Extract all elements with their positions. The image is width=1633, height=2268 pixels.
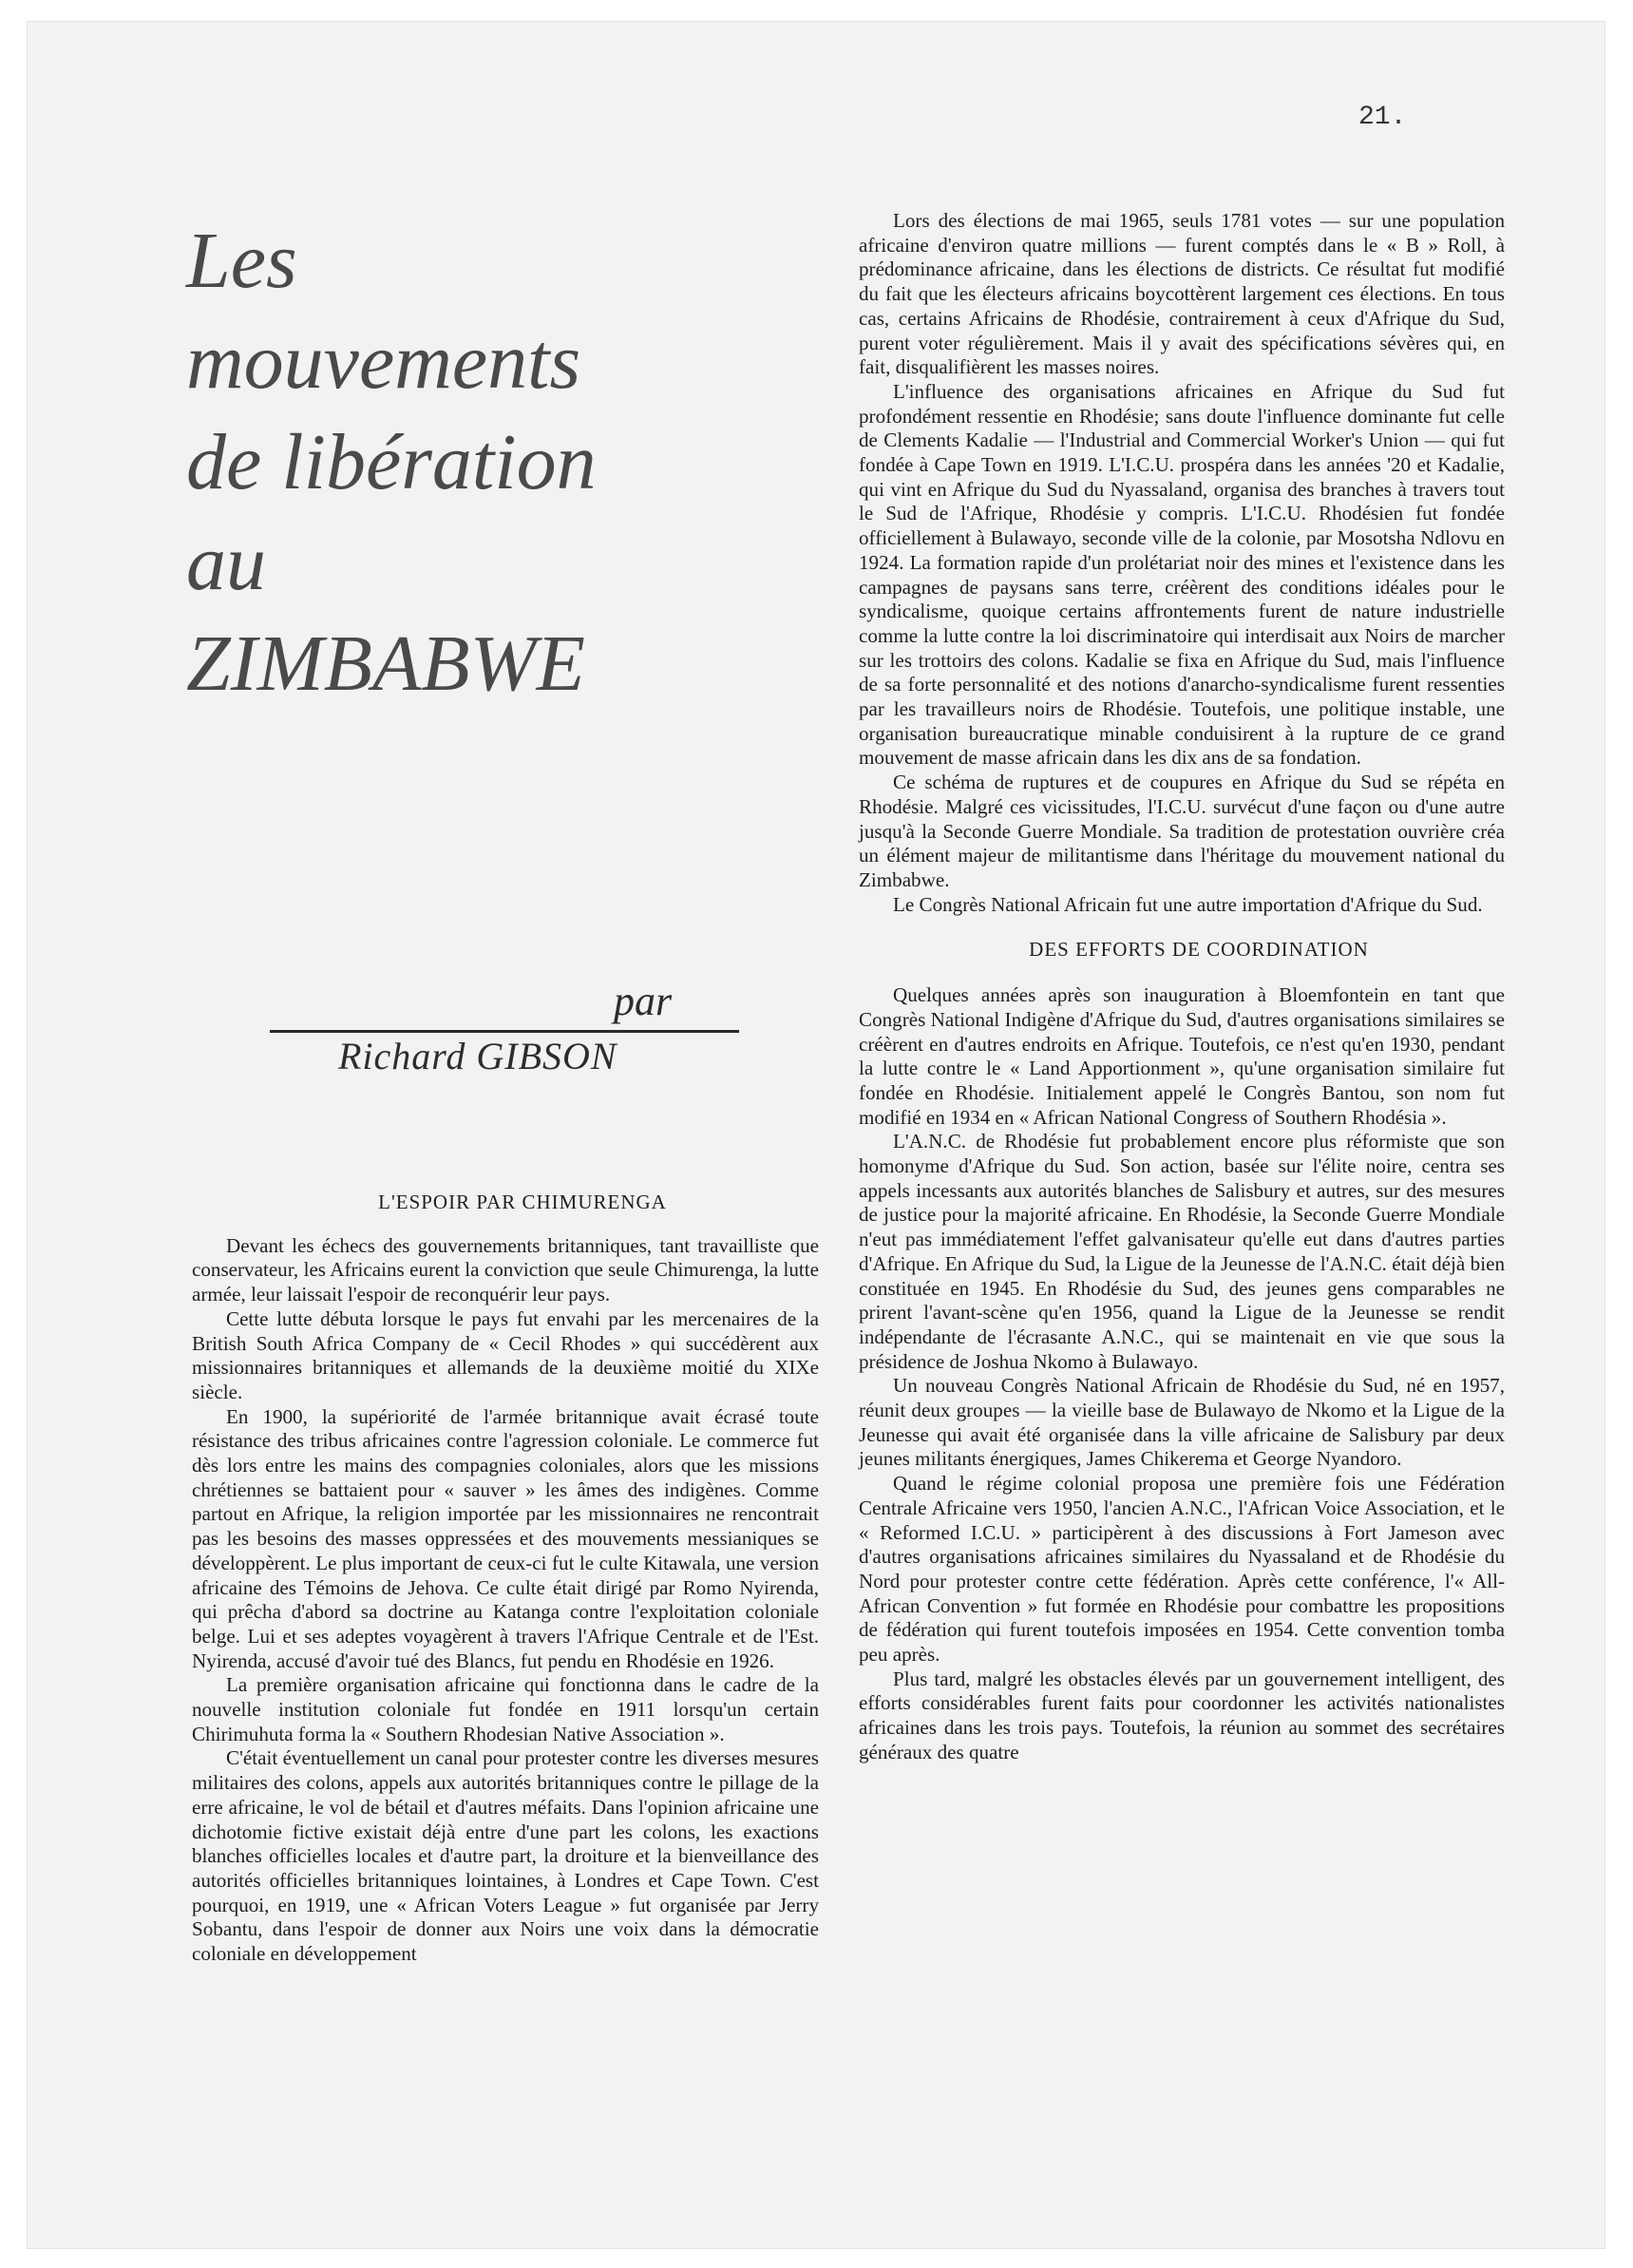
paragraph: Un nouveau Congrès National Africain de Rhodésie du Sud, né en 1957, réunit deux groupes — la vieille base de Bulawayo de Nkomo et la Ligue de la Jeunesse qui avait été organisée dans la ville africaine de Salisbury par deux jeunes militants énergiques, James Chikerema et George Nyandoro.: [859, 1374, 1505, 1471]
paragraph: Plus tard, malgré les obstacles élevés par un gouvernement intelligent, des efforts considérables furent faits pour coordonner les activités nationalistes africaines dans les trois pays. Toutefois, la réunion au sommet des secrétaires généraux des quatre: [859, 1667, 1505, 1763]
title-line: de libération: [186, 418, 597, 506]
paragraph: L'A.N.C. de Rhodésie fut probablement encore plus réformiste que son homonyme d'Afrique du Sud. Son action, basée sur l'élite noire, centra ses appels incessants aux autorités blanches de Salisbury et autres, sur des mesures de justice pour la majorité africaine. En Rhodésie, la Seconde Guerre Mondiale n'eut pas immédiatement l'effet galvanisateur qu'elle eut dans d'autres parties d'Afrique. En Afrique du Sud, la Ligue de la Jeunesse de l'A.N.C. était déjà bien constituée en 1945. En Rhodésie du Sud, des jeunes gens comparables ne prirent l'avant-scène qu'en 1956, quand la Ligue de la Jeunesse se rendit indépendante de l'écrasante A.N.C., qui se maintenait en vie que sous la présidence de Joshua Nkomo à Bulawayo.: [859, 1130, 1505, 1373]
title-line: ZIMBABWE: [186, 619, 585, 708]
section-heading-coordination: DES EFFORTS DE COORDINATION: [1029, 938, 1369, 962]
section-heading-chimurenga: L'ESPOIR PAR CHIMURENGA: [378, 1191, 667, 1213]
title-line: au: [186, 519, 266, 607]
paragraph: Devant les échecs des gouvernements britanniques, tant travailliste que conservateur, les Africains eurent la conviction que seule Chimurenga, la lutte armée, leur laissait l'espoir de reconquérir leur pays.: [192, 1233, 819, 1306]
title-line: mouvements: [186, 317, 581, 406]
page-number: 21.: [1358, 103, 1407, 132]
article-title: [186, 211, 775, 715]
paragraph: La première organisation africaine qui fonctionna dans le cadre de la nouvelle institution coloniale fut fondée en 1911 lorsqu'un certain Chirimuhuta forma la « Southern Rhodesian Native Association ».: [192, 1673, 819, 1745]
title-line: Les: [186, 217, 297, 305]
paragraph: En 1900, la supériorité de l'armée britannique avait écrasé toute résistance des tribus africaines contre l'agression coloniale. Le commerce fut dès lors entre les mains des compagnies coloniales, alors que les missions chrétiennes se battaient pour « sauver » les âmes des indigènes. Comme partout en Afrique, la religion importée par les missionnaires ne rencontrait pas les besoins des masses oppressées et des mouvements messianiques se développèrent. Le plus important de ceux-ci fut le culte Kitawala, une version africaine des Témoins de Jehova. Ce culte était dirigé par Romo Nyirenda, qui prêcha d'abord sa doctrine au Katanga contre l'exploitation coloniale belge. Lui et ses adeptes voyagèrent à travers l'Afrique Centrale et de l'Est. Nyirenda, accusé d'avoir tué des Blancs, fut pendu en Rhodésie en 1926.: [192, 1404, 819, 1672]
paragraph: L'influence des organisations africaines en Afrique du Sud fut profondément ressentie en Rhodésie; sans doute l'influence dominante fut celle de Clements Kadalie — l'Industrial and Commercial Worker's Union — qui fut fondée à Cape Town en 1919. L'I.C.U. prospéra dans les années '20 et Kadalie, qui vint en Afrique du Sud du Nyassaland, organisa des branches à travers tout le Sud de l'Afrique, Rhodésie y compris. L'I.C.U. Rhodésien fut fondée officiellement à Bulawayo, seconde ville de la colonie, par Mosotsha Ndlovu en 1924. La formation rapide d'un prolétariat noir des mines et l'existence dans les campagnes de paysans sans terre, créèrent des conditions idéales pour le syndicalisme, quoique certains affrontements furent de nature industrielle comme la lutte contre la loi discriminatoire qui interdisait aux Noirs de marcher sur les trottoirs des colons. Kadalie se fixa en Afrique du Sud, mais l'influence de sa forte personnalité et des notions d'anarcho-syndicalisme furent ressenties par les travailleurs noirs de Rhodésie. Toutefois, une politique instable, une organisation bureaucratique minable conduisirent à la rupture de ce grand mouvement de masse africain dans les dix ans de sa fondation.: [859, 379, 1505, 770]
paragraph: C'était éventuellement un canal pour protester contre les diverses mesures militaires des colons, appels aux autorités britanniques contre le pillage de la erre africaine, le vol de bétail et d'autres méfaits. Dans l'opinion africaine une dichotomie fictive existait déjà entre d'une part les colons, les exactions blanches officielles locales et d'autre part, la droiture et la bienveillance des autorités officielles britanniques lointaines, à Londres et Cape Town. C'est pourquoi, en 1919, une « African Voters League » fut organisée par Jerry Sobantu, dans l'espoir de donner aux Noirs une voix dans la démocratie coloniale en développement: [192, 1746, 819, 1966]
paragraph: Quand le régime colonial proposa une première fois une Fédération Centrale Africaine vers 1950, l'ancien A.N.C., l'African Voice Association, et le « Reformed I.C.U. » participèrent à des discussions à Fort Jameson avec d'autres organisations africaines similaires du Nyassaland et de Rhodésie du Nord pour protester contre cette fédération. Après cette conférence, l'« All-African Convention » fut formée en Rhodésie pour combattre les propositions de fédération qui furent toutefois imposées en 1954. Cette convention tomba peu après.: [859, 1472, 1505, 1667]
paragraph: Le Congrès National Africain fut une autre importation d'Afrique du Sud.: [893, 892, 1483, 916]
paragraph: Lors des élections de mai 1965, seuls 1781 votes — sur une population africaine d'environ quatre millions — furent comptés dans le « B » Roll, à prédominance africaine, dans les élections de districts. Ce résultat fut modifié du fait que les électeurs africains boycottèrent largement ces élections. En tous cas, certains Africains de Rhodésie, contrairement à ceux d'Afrique du Sud, purent voter régulièrement. Mais il y avait des spécifications sévères qui, en fait, disqualifièrent les masses noires.: [859, 209, 1505, 379]
byline-divider: [270, 1030, 739, 1033]
right-column: [859, 209, 1505, 1765]
paragraph: Quelques années après son inauguration à Bloemfontein en tant que Congrès National Indigène d'Afrique du Sud, d'autres organisations similaires se créèrent en d'autres endroits en Afrique. Toutefois, ce n'est qu'en 1930, pendant la lutte contre le « Land Apportionment », qu'une organisation similaire fut fondée en Rhodésie. Initialement appelé le Congrès Bantou, son nom fut modifié en 1934 en « African National Congress of Southern Rhodésia ».: [859, 983, 1505, 1129]
paragraph: Cette lutte débuta lorsque le pays fut envahi par les mercenaires de la British South Africa Company de « Cecil Rhodes » qui succédèrent aux missionnaires britanniques et allemands de la deuxième moitié du XIXe siècle.: [192, 1306, 819, 1403]
left-column: [192, 1191, 819, 1967]
paragraph: Ce schéma de ruptures et de coupures en Afrique du Sud se répéta en Rhodésie. Malgré ces vicissitudes, l'I.C.U. survécut d'une façon ou d'une autre jusqu'à la Seconde Guerre Mondiale. Sa tradition de protestation ouvrière créa un élément majeur de militantisme dans l'héritage du mouvement national du Zimbabwe.: [859, 771, 1505, 891]
byline-author: Richard GIBSON: [338, 1035, 617, 1077]
byline-par: par: [614, 978, 673, 1024]
